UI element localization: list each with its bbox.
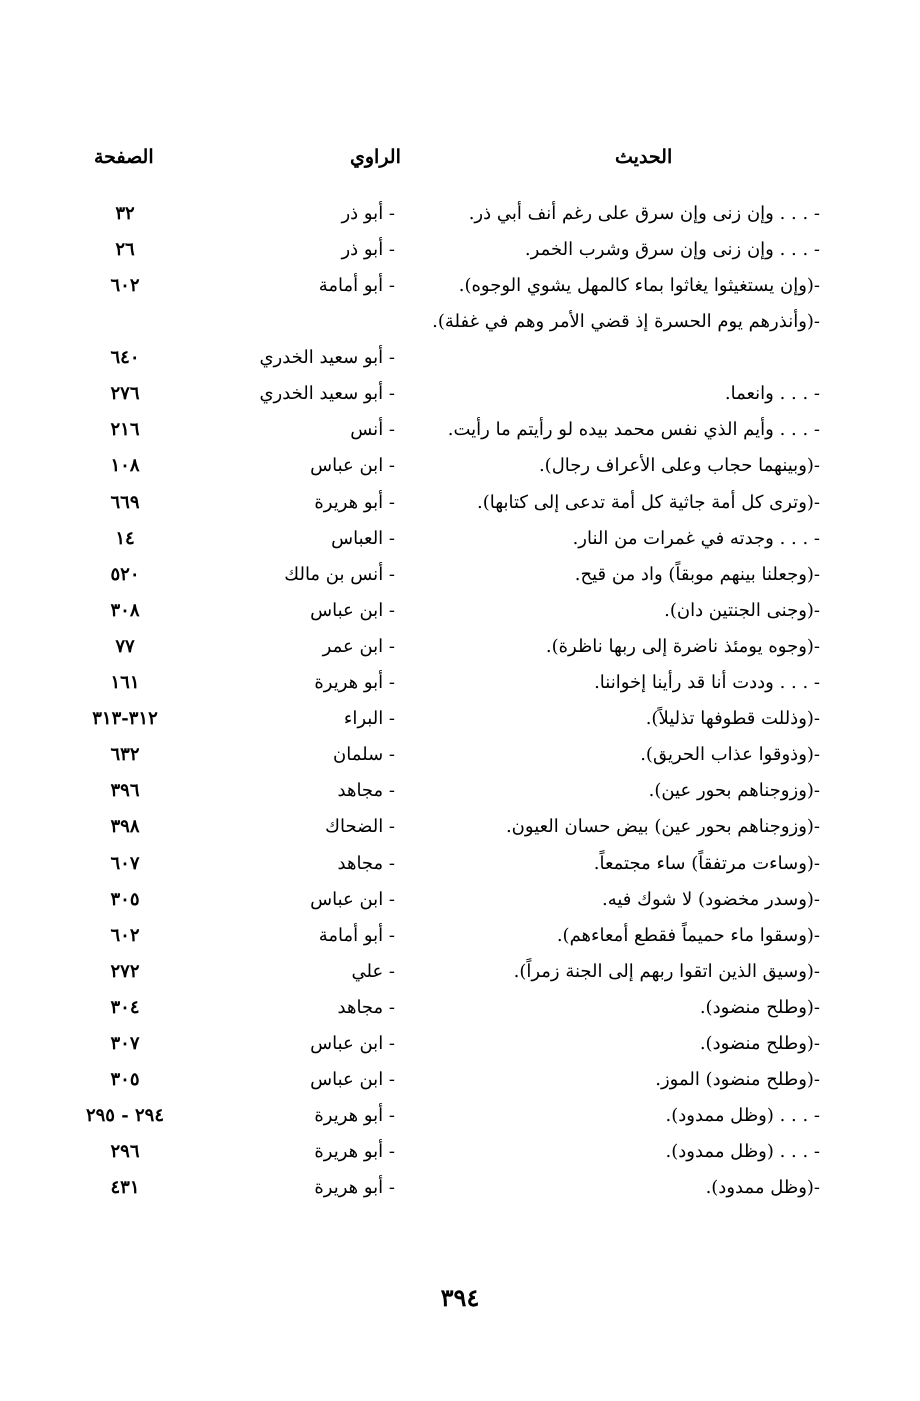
hadith-text: -(وبينهما حجاب وعلى الأعراف رجال). xyxy=(538,455,820,477)
index-row xyxy=(60,701,820,737)
index-row xyxy=(60,1026,820,1062)
narrator: - ابن عباس xyxy=(310,1069,395,1091)
page-ref: ٣٠٤ xyxy=(110,996,140,1018)
index-row xyxy=(60,846,820,882)
page-ref: ٢٧٦ xyxy=(110,383,140,405)
narrator: - العباس xyxy=(331,527,395,549)
page-ref: ٢٩٤ - ٢٩٥ xyxy=(85,1105,165,1127)
hadith-text: -(وذللت قطوفها تذليلاً). xyxy=(645,708,820,730)
hadith-text: - . . . وإن زنى وإن سرق على رغم أنف أبي ذر. xyxy=(468,203,820,224)
hadith-text: -(وجوه يومئذ ناضرة إلى ربها ناظرة). xyxy=(545,635,820,657)
index-row xyxy=(60,196,820,232)
hadith-text: -(وترى كل أمة جاثية كل أمة تدعى إلى كتابها). xyxy=(476,491,820,513)
page-ref: ١٠٨ xyxy=(110,455,140,477)
page-number: ٣٩٤ xyxy=(440,1283,480,1312)
index-row xyxy=(60,665,820,701)
page-ref: ٦٠٧ xyxy=(110,852,140,874)
narrator: - أنس بن مالك xyxy=(284,563,395,585)
page-ref: ٦٦٩ xyxy=(110,491,140,513)
narrator: - البراء xyxy=(343,708,395,730)
page-ref: ٥٢٠ xyxy=(110,563,140,585)
narrator: - أبو سعيد الخدري xyxy=(259,347,395,369)
narrator: - أبو هريرة xyxy=(314,1105,395,1127)
hadith-text: - . . . وإن زنى وإن سرق وشرب الخمر. xyxy=(524,239,820,261)
index-row xyxy=(60,1134,820,1170)
index-row xyxy=(60,629,820,665)
page-ref: ٣٠٧ xyxy=(110,1032,140,1054)
index-row xyxy=(60,376,820,412)
hadith-text: -(وطلح منضود). xyxy=(699,1032,820,1054)
hadith-text: -(وساءت مرتفقاً) ساء مجتمعاً. xyxy=(593,852,820,874)
index-row xyxy=(60,918,820,954)
index-row xyxy=(60,1098,820,1134)
page-ref: ٣٩٨ xyxy=(110,816,140,838)
hadith-text: - . . . وجدته في غمرات من النار. xyxy=(572,527,820,549)
index-row xyxy=(60,809,820,845)
header-hadith: الحديث xyxy=(615,146,673,168)
narrator: - أبو أمامة xyxy=(318,275,395,297)
page-ref: ٣٠٨ xyxy=(110,599,140,621)
hadith-text: - . . . وددت أنا قد رأينا إخواننا. xyxy=(594,672,820,694)
narrator: - ابن عباس xyxy=(310,888,395,910)
hadith-text: -(وذوقوا عذاب الحريق). xyxy=(640,744,820,766)
hadith-text: -(وجعلنا بينهم موبقاً) واد من قيح. xyxy=(574,563,820,585)
column-headers xyxy=(60,146,860,186)
hadith-text: - . . . (وظل ممدود). xyxy=(665,1105,820,1127)
narrator: - ابن عمر xyxy=(322,635,395,657)
narrator: - أنس xyxy=(350,419,395,441)
header-page: الصفحة xyxy=(94,146,154,168)
index-row xyxy=(60,1170,820,1206)
hadith-text: -(وأنذرهم يوم الحسرة إذ قضي الأمر وهم في غفلة). xyxy=(432,311,820,333)
narrator: - أبو سعيد الخدري xyxy=(259,383,395,405)
page-ref: ٢٧٢ xyxy=(110,960,140,982)
narrator: - أبو هريرة xyxy=(314,1141,395,1163)
page-ref: ٤٣١ xyxy=(110,1177,140,1199)
page-ref: ٣١٢-٣١٣ xyxy=(92,708,158,730)
narrator: - علي xyxy=(351,960,395,982)
narrator: - أبو ذر xyxy=(341,239,395,261)
narrator: - ابن عباس xyxy=(310,1032,395,1054)
index-row xyxy=(60,304,820,376)
page-ref: ٢٦ xyxy=(115,239,135,261)
narrator: - أبو هريرة xyxy=(314,1177,395,1199)
narrator: - مجاهد xyxy=(337,852,395,874)
index-row xyxy=(60,557,820,593)
page-ref: ٣٢ xyxy=(115,203,135,224)
index-row xyxy=(60,593,820,629)
page-ref: ٢١٦ xyxy=(110,419,140,441)
page-ref: ٦٤٠ xyxy=(110,347,140,369)
hadith-text: -(وسدر مخضود) لا شوك فيه. xyxy=(601,888,820,910)
hadith-index-list xyxy=(60,196,820,1206)
page-ref: ٦٠٢ xyxy=(110,924,140,946)
index-row xyxy=(60,1062,820,1098)
index-row xyxy=(60,448,820,484)
page-ref: ١٤ xyxy=(115,527,135,549)
hadith-text: -(وزوجناهم بحور عين) بيض حسان العيون. xyxy=(505,816,820,838)
page-ref: ٧٧ xyxy=(115,635,135,657)
page-ref: ٦٠٢ xyxy=(110,275,140,297)
narrator: - ابن عباس xyxy=(310,599,395,621)
index-row xyxy=(60,521,820,557)
hadith-text: - . . . وأيم الذي نفس محمد بيده لو رأيتم ما رأيت. xyxy=(447,419,820,441)
page-ref: ٣٠٥ xyxy=(110,888,140,910)
hadith-text: -(وإن يستغيثوا يغاثوا بماء كالمهل يشوي الوجوه). xyxy=(458,275,820,297)
narrator: - سلمان xyxy=(333,744,395,766)
narrator: - أبو أمامة xyxy=(318,924,395,946)
index-row xyxy=(60,737,820,773)
narrator: - مجاهد xyxy=(337,780,395,802)
page-ref: ١٦١ xyxy=(110,672,140,694)
hadith-text: -(وسقوا ماء حميماً فقطع أمعاءهم). xyxy=(556,924,820,946)
index-row xyxy=(60,990,820,1026)
hadith-text: -(وزوجناهم بحور عين). xyxy=(648,780,820,802)
hadith-text: - . . . (وظل ممدود). xyxy=(665,1141,820,1163)
narrator: - أبو هريرة xyxy=(314,491,395,513)
hadith-text: -(وسيق الذين اتقوا ربهم إلى الجنة زمراً). xyxy=(513,960,820,982)
hadith-text: -(وظل ممدود). xyxy=(705,1177,820,1199)
index-row xyxy=(60,773,820,809)
page-ref: ٣٠٥ xyxy=(110,1069,140,1091)
index-row xyxy=(60,485,820,521)
header-rawi: الراوي xyxy=(350,146,401,168)
narrator: - ابن عباس xyxy=(310,455,395,477)
index-row xyxy=(60,954,820,990)
hadith-text: -(وجنى الجنتين دان). xyxy=(664,599,820,621)
page-ref: ٦٣٢ xyxy=(110,744,140,766)
index-row xyxy=(60,268,820,304)
narrator: - أبو ذر xyxy=(341,203,395,224)
index-row xyxy=(60,412,820,448)
narrator: - مجاهد xyxy=(337,996,395,1018)
narrator: - الضحاك xyxy=(325,816,395,838)
index-row xyxy=(60,882,820,918)
hadith-text: -(وطلح منضود). xyxy=(699,996,820,1018)
hadith-text: -(وطلح منضود) الموز. xyxy=(655,1069,820,1091)
hadith-text: - . . . وانعما. xyxy=(724,383,820,405)
index-row xyxy=(60,232,820,268)
page-ref: ٢٩٦ xyxy=(110,1141,140,1163)
page-ref: ٣٩٦ xyxy=(110,780,140,802)
narrator: - أبو هريرة xyxy=(314,672,395,694)
